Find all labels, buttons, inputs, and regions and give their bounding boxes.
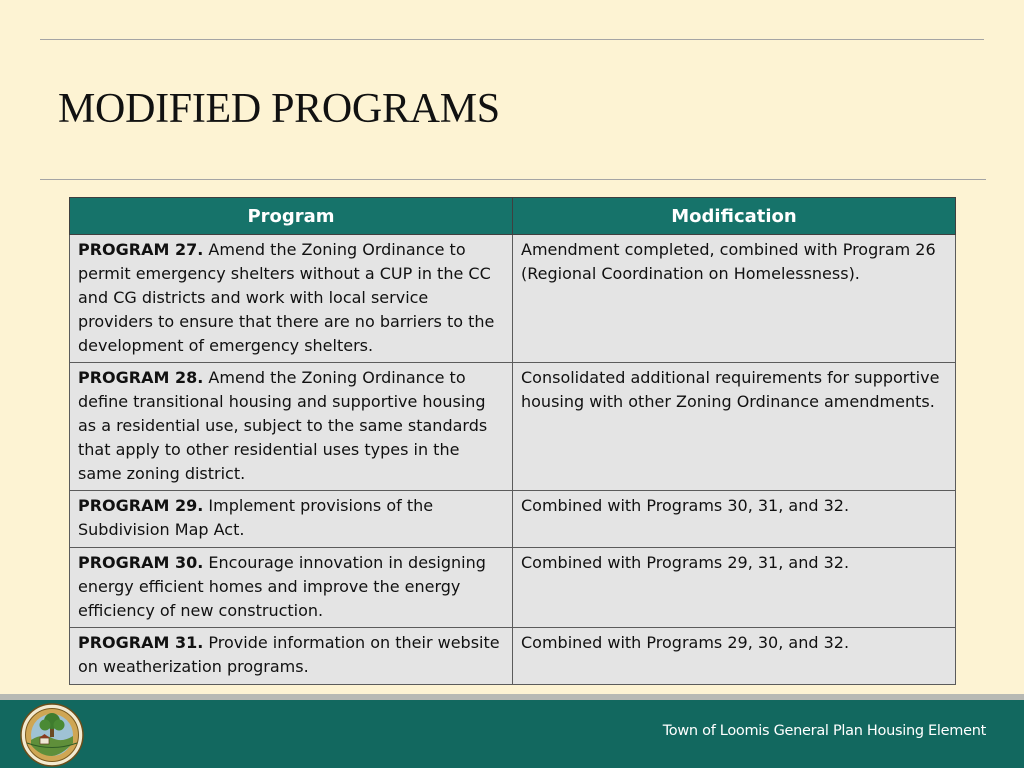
table-row (70, 628, 956, 685)
footer-title: Town of Loomis General Plan Housing Element (662, 723, 986, 739)
program-cell (70, 235, 513, 363)
footer-bar (0, 700, 1024, 768)
modification-cell: Consolidated additional requirements for supportive housing with other Zoning Ordinance amendments. (513, 363, 956, 491)
column-header-program: Program (70, 198, 513, 235)
programs-table (69, 197, 956, 685)
top-divider (40, 39, 984, 40)
modification-cell: Amendment completed, combined with Program 26 (Regional Coordination on Homelessness). (513, 235, 956, 363)
program-label: PROGRAM 27. (78, 240, 204, 259)
program-cell (70, 491, 513, 548)
table-row (70, 491, 956, 548)
modification-cell: Combined with Programs 30, 31, and 32. (513, 491, 956, 548)
town-seal-icon (20, 703, 84, 767)
program-description: Encourage innovation in designing energy efficient homes and improve the energy efficiency of new construction. (78, 553, 486, 620)
program-label: PROGRAM 28. (78, 368, 204, 387)
program-description: Provide information on their website on weatherization programs. (78, 633, 500, 676)
modification-cell: Combined with Programs 29, 30, and 32. (513, 628, 956, 685)
program-cell (70, 548, 513, 628)
program-description: Amend the Zoning Ordinance to define transitional housing and supportive housing as a residential use, subject to the same standards that apply to other residential uses types in the same zoning district. (78, 368, 488, 483)
program-description: Amend the Zoning Ordinance to permit emergency shelters without a CUP in the CC and CG districts and work with local service providers to ensure that there are no barriers to the development of emergency shelters. (78, 240, 495, 355)
program-cell (70, 363, 513, 491)
program-label: PROGRAM 31. (78, 633, 204, 652)
program-label: PROGRAM 29. (78, 496, 204, 515)
slide-title: MODIFIED PROGRAMS (58, 86, 500, 132)
table-row (70, 548, 956, 628)
table-header-row (70, 198, 956, 235)
title-divider (40, 179, 986, 180)
table-row (70, 363, 956, 491)
program-cell (70, 628, 513, 685)
program-label: PROGRAM 30. (78, 553, 204, 572)
program-description: Implement provisions of the Subdivision Map Act. (78, 496, 434, 539)
table-row (70, 235, 956, 363)
modification-cell: Combined with Programs 29, 31, and 32. (513, 548, 956, 628)
column-header-modification: Modification (513, 198, 956, 235)
